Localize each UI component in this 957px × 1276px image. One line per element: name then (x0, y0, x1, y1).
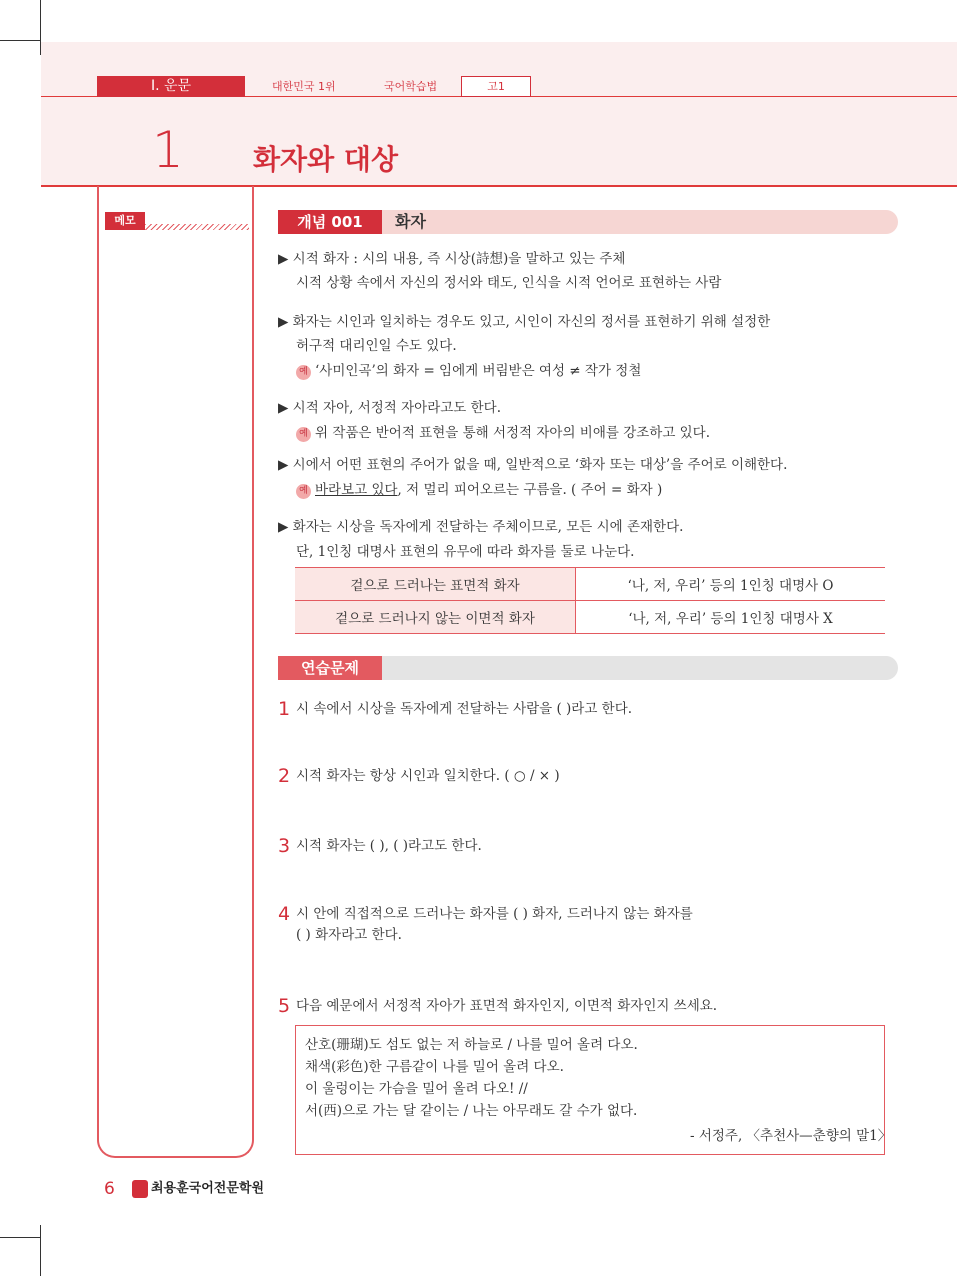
memo-hatch (145, 224, 249, 230)
poem-line: 서(西)으로 가는 달 같이는 / 나는 아무래도 갈 수가 없다. (305, 1103, 638, 1119)
example-text: , 저 멀리 피어오르는 구름을. ( 주어 = 화자 ) (397, 482, 663, 498)
concept-line: 시적 상황 속에서 자신의 정서와 태도, 인식을 시적 언어로 표현하는 사람 (296, 275, 722, 291)
header-tag: 대한민국 1위 (272, 80, 336, 93)
table-cell: ‘나, 저, 우리’ 등의 1인칭 대명사 O (576, 568, 886, 601)
concept-line: 단, 1인칭 대명사 표현의 유무에 따라 화자를 둘로 나눈다. (296, 544, 635, 560)
example-underlined: 바라보고 있다 (315, 482, 398, 498)
example-badge: 예 (296, 365, 311, 380)
concept-badge: 개념 001 (278, 210, 382, 234)
chapter-number: 1 (152, 121, 184, 179)
question-text: ( ) 화자라고 한다. (296, 927, 402, 943)
header-tag: 국어학습법 (384, 80, 438, 93)
question-text: 시적 화자는 항상 시인과 일치한다. ( ○ / × ) (296, 768, 560, 784)
concept-line: 허구적 대리인일 수도 있다. (296, 338, 457, 354)
example-text: 위 작품은 반어적 표현을 통해 서정적 자아의 비애를 강조하고 있다. (315, 425, 711, 441)
grade-tab: 고1 (461, 76, 531, 97)
table-row (295, 568, 885, 601)
question-text: 시적 화자는 ( ), ( )라고도 한다. (296, 838, 482, 854)
question-number: 3 (278, 835, 291, 857)
question-number: 5 (278, 995, 291, 1017)
poem-source: - 서정주, 〈추천사—춘향의 말1〉 (690, 1128, 892, 1144)
practice-title: 연습문제 (278, 656, 382, 680)
concept-line: ▶ 시에서 어떤 표현의 주어가 없을 때, 일반적으로 ‘화자 또는 대상’을 주어로 이해한다. (278, 457, 788, 473)
academy-name: 최용훈국어전문학원 (151, 1181, 265, 1196)
question-number: 2 (278, 765, 291, 787)
example-line (296, 478, 662, 502)
question-number: 1 (278, 698, 291, 720)
chapter-title: 화자와 대상 (253, 143, 398, 176)
concept-line: ▶ 화자는 시상을 독자에게 전달하는 주체이므로, 모든 시에 존재한다. (278, 519, 684, 535)
concept-line: ▶ 시적 자아, 서정적 자아라고도 한다. (278, 400, 501, 416)
poem-line: 이 울렁이는 가슴을 밀어 올려 다오! // (305, 1081, 528, 1097)
example-line (296, 421, 710, 445)
poem-line: 산호(珊瑚)도 섬도 없는 저 하늘로 / 나를 밀어 올려 다오. (305, 1037, 638, 1053)
crop-mark (0, 40, 40, 41)
table-row (295, 601, 885, 634)
table-cell: 겉으로 드러나지 않는 이면적 화자 (295, 601, 576, 634)
concept-line: ▶ 시적 화자 : 시의 내용, 즉 시상(詩想)을 말하고 있는 주체 (278, 251, 626, 267)
crop-mark (40, 1225, 41, 1276)
question-text: 시 안에 직접적으로 드러나는 화자를 ( ) 화자, 드러나지 않는 화자를 (296, 906, 693, 922)
crop-mark (0, 1237, 40, 1238)
speaker-type-table (295, 567, 885, 634)
memo-label: 메모 (105, 212, 145, 230)
page-number: 6 (104, 1179, 115, 1199)
example-badge: 예 (296, 484, 311, 499)
question-text: 다음 예문에서 서정적 자아가 표면적 화자인지, 이면적 화자인지 쓰세요. (296, 998, 718, 1014)
example-line (296, 359, 641, 383)
poem-line: 채색(彩色)한 구름같이 나를 밀어 올려 다오. (305, 1059, 564, 1075)
table-cell: 겉으로 드러나는 표면적 화자 (295, 568, 576, 601)
concept-line: ▶ 화자는 시인과 일치하는 경우도 있고, 시인이 자신의 정서를 표현하기 위해 설정한 (278, 314, 771, 330)
academy-logo-icon (132, 1180, 148, 1198)
question-text: 시 속에서 시상을 독자에게 전달하는 사람을 ( )라고 한다. (296, 701, 633, 717)
table-cell: ‘나, 저, 우리’ 등의 1인칭 대명사 X (576, 601, 886, 634)
example-text: ‘사미인곡’의 화자 = 임에게 버림받은 여성 ≠ 작가 정철 (315, 363, 642, 379)
memo-box (97, 186, 254, 1158)
example-badge: 예 (296, 427, 311, 442)
unit-tab: Ⅰ. 운문 (97, 76, 245, 97)
question-number: 4 (278, 903, 291, 925)
concept-name: 화자 (395, 212, 426, 231)
